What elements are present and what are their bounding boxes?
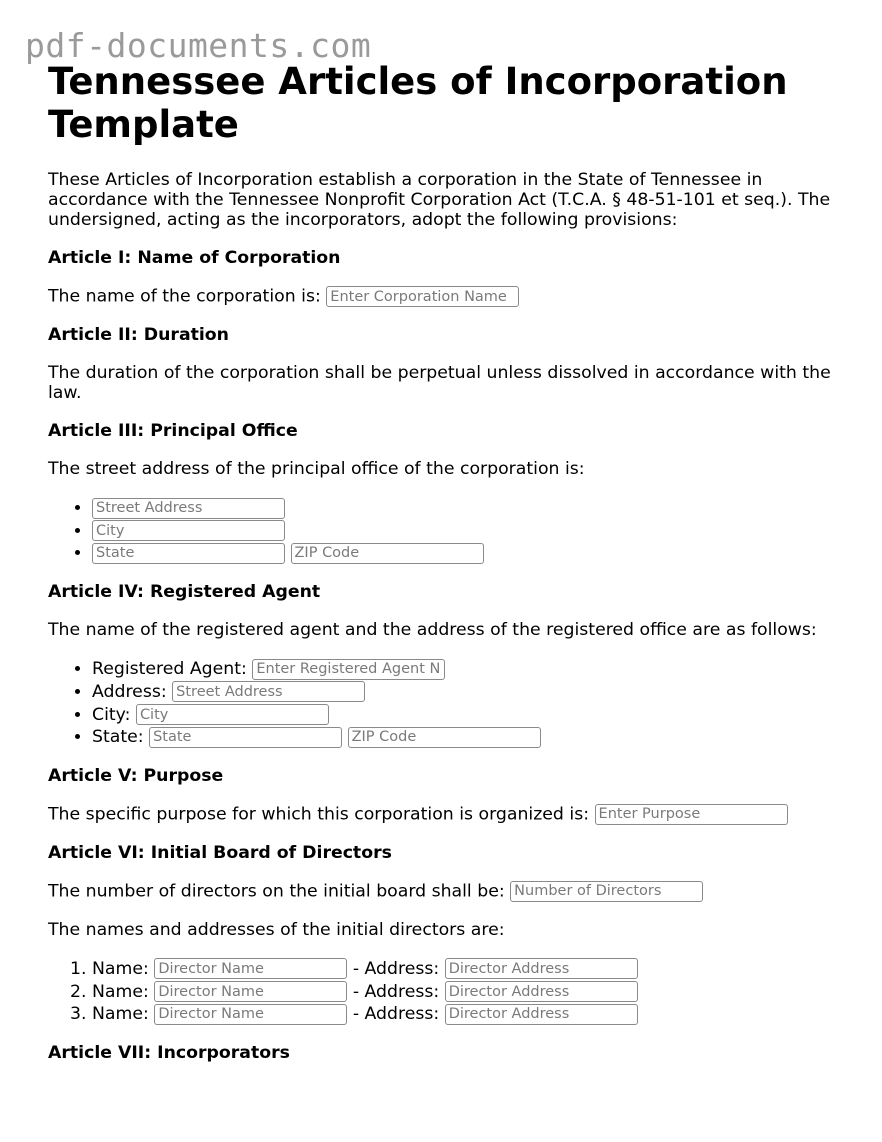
director-count-label: The number of directors on the initial board shall be: <box>48 881 505 902</box>
director-name-label: Name: <box>92 1004 149 1025</box>
registered-agent-list <box>48 658 848 749</box>
intro-paragraph: These Articles of Incorporation establish a corporation in the State of Tennessee in accordance with the Tennessee Nonprofit Corporation Act (T.C.A. § 48-51-101 et seq.). The undersigned, acting as the incorporators, adopt the following provisions: <box>48 170 831 230</box>
director-name-label: Name: <box>92 981 149 1002</box>
article-2-text: The duration of the corporation shall be perpetual unless dissolved in accordance with the law. <box>48 363 831 403</box>
director-1-address-input[interactable] <box>445 958 638 979</box>
director-address-label: - Address: <box>352 1004 440 1025</box>
article-5-heading: Article V: Purpose <box>48 765 224 786</box>
list-item <box>92 1003 848 1026</box>
watermark: pdf-documents.com <box>25 26 372 65</box>
agent-label: Registered Agent: <box>92 659 247 680</box>
article-1-text <box>48 286 848 307</box>
director-names-text: The names and addresses of the initial directors are: <box>48 919 505 940</box>
principal-state-input[interactable] <box>92 543 285 564</box>
agent-name-input[interactable] <box>252 659 445 680</box>
list-item <box>92 658 848 681</box>
list-item <box>92 958 848 981</box>
director-name-label: Name: <box>92 958 149 979</box>
agent-city-label: City: <box>92 704 131 725</box>
list-item <box>92 542 848 565</box>
list-item <box>92 726 848 749</box>
director-3-address-input[interactable] <box>445 1004 638 1025</box>
director-2-name-input[interactable] <box>154 981 347 1002</box>
directors-list <box>48 958 848 1026</box>
article-1-heading: Article I: Name of Corporation <box>48 248 341 268</box>
article-5-text <box>48 804 848 825</box>
corporation-name-input[interactable] <box>326 286 519 307</box>
director-count-input[interactable] <box>510 881 703 902</box>
article-2-heading: Article II: Duration <box>48 325 229 345</box>
director-address-label: - Address: <box>352 981 440 1002</box>
article-3-heading: Article III: Principal Office <box>48 421 298 441</box>
director-2-address-input[interactable] <box>445 981 638 1002</box>
purpose-label: The specific purpose for which this corporation is organized is: <box>48 804 590 825</box>
page-title: Tennessee Articles of Incorporation Template <box>48 60 788 146</box>
agent-state-label: State: <box>92 727 144 748</box>
purpose-input[interactable] <box>595 804 788 825</box>
agent-zip-input[interactable] <box>348 727 541 748</box>
list-item <box>92 497 848 520</box>
article-4-text: The name of the registered agent and the address of the registered office are as follows: <box>48 620 817 641</box>
list-item <box>92 681 848 704</box>
article-3-text: The street address of the principal office of the corporation is: <box>48 459 585 479</box>
article-6-heading: Article VI: Initial Board of Directors <box>48 842 392 863</box>
director-address-label: - Address: <box>352 958 440 979</box>
agent-street-input[interactable] <box>172 681 365 702</box>
article-4-heading: Article IV: Registered Agent <box>48 582 321 603</box>
list-item <box>92 704 848 727</box>
corporation-name-label: The name of the corporation is: <box>48 286 321 307</box>
article-7-heading: Article VII: Incorporators <box>48 1043 290 1064</box>
agent-city-input[interactable] <box>136 704 329 725</box>
director-count-text <box>48 881 848 902</box>
document-body <box>48 60 848 1081</box>
list-item <box>92 520 848 543</box>
list-item <box>92 981 848 1004</box>
principal-zip-input[interactable] <box>291 543 484 564</box>
agent-address-label: Address: <box>92 681 167 702</box>
agent-state-input[interactable] <box>149 727 342 748</box>
principal-office-list <box>48 497 848 565</box>
principal-city-input[interactable] <box>92 520 285 541</box>
director-1-name-input[interactable] <box>154 958 347 979</box>
principal-street-input[interactable] <box>92 498 285 519</box>
director-3-name-input[interactable] <box>154 1004 347 1025</box>
